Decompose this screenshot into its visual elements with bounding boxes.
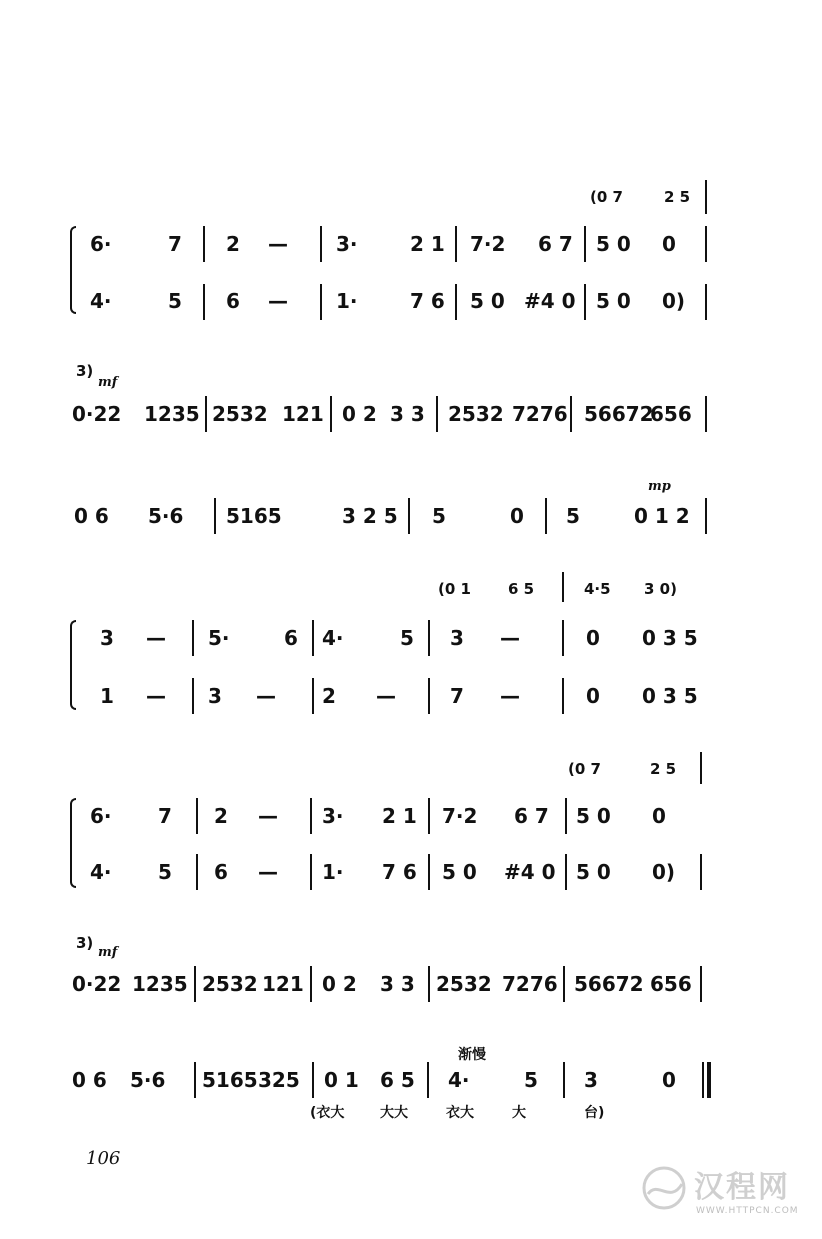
watermark-url: WWW.HTTPCN.COM	[696, 1206, 799, 1216]
note: 4·	[90, 289, 112, 313]
note: 7·2	[470, 232, 506, 256]
dynamic-mf: mf	[98, 945, 118, 960]
note: 5	[566, 504, 580, 528]
barline	[194, 966, 196, 1002]
lyric: 台)	[584, 1105, 605, 1121]
barline	[196, 798, 198, 834]
dynamic-mp: mp	[648, 479, 671, 494]
note: 2	[214, 804, 228, 828]
barline	[194, 1062, 196, 1098]
note: 0	[586, 626, 600, 650]
tuplet-mark: 3)	[76, 934, 94, 952]
barline	[563, 966, 565, 1002]
note: 2	[226, 232, 240, 256]
note: 6 7	[538, 232, 573, 256]
note: 5 0	[442, 860, 477, 884]
lyric: 大	[512, 1105, 526, 1121]
note: 4·	[322, 626, 344, 650]
barline	[320, 226, 322, 262]
note: 5	[432, 504, 446, 528]
note: 121	[282, 402, 324, 426]
barline	[427, 1062, 429, 1098]
barline	[330, 396, 332, 432]
note: 2532	[212, 402, 268, 426]
note: 0	[662, 1068, 676, 1092]
note: 3 3	[380, 972, 415, 996]
tuplet-mark: 3)	[76, 362, 94, 380]
barline	[705, 498, 707, 534]
note: 1235	[144, 402, 200, 426]
note: 3·	[336, 232, 358, 256]
note: 0 6	[74, 504, 109, 528]
note: 325	[258, 1068, 300, 1092]
lyric: 衣大	[446, 1105, 474, 1121]
lyric: (衣大	[310, 1105, 345, 1121]
barline	[584, 226, 586, 262]
note: 7	[168, 232, 182, 256]
barline	[700, 966, 702, 1002]
note: 5	[158, 860, 172, 884]
note: 0 2	[342, 402, 377, 426]
barline	[428, 620, 430, 656]
note: 1	[100, 684, 114, 708]
final-barline-thin	[702, 1062, 704, 1098]
note: 56672	[584, 402, 654, 426]
dynamic-mf: mf	[98, 375, 118, 390]
note: 2532	[448, 402, 504, 426]
barline	[203, 226, 205, 262]
note: 7276	[512, 402, 568, 426]
watermark-text: 汉程网	[694, 1170, 790, 1205]
note: 5 0	[576, 804, 611, 828]
system-brace	[70, 620, 76, 710]
barline	[192, 620, 194, 656]
note: 5	[168, 289, 182, 313]
note: —	[146, 684, 166, 708]
note: 1·	[322, 860, 344, 884]
cue-note: (0 7	[568, 760, 601, 778]
barline	[310, 854, 312, 890]
note: 0	[662, 232, 676, 256]
barline	[570, 396, 572, 432]
note: 5 0	[576, 860, 611, 884]
note: 0	[510, 504, 524, 528]
barline	[428, 854, 430, 890]
cue-note: 2 5	[650, 760, 677, 778]
note: 0 1	[324, 1068, 359, 1092]
cue-note: 2 5	[664, 188, 691, 206]
note: 4·	[448, 1068, 470, 1092]
barline	[455, 226, 457, 262]
note: 2 1	[410, 232, 445, 256]
watermark	[632, 1158, 812, 1228]
barline	[408, 498, 410, 534]
note: 2	[322, 684, 336, 708]
note: 7 6	[382, 860, 417, 884]
barline	[205, 396, 207, 432]
barline	[584, 284, 586, 320]
note: 3 3	[390, 402, 425, 426]
barline	[428, 966, 430, 1002]
barline	[562, 620, 564, 656]
note: 5165	[202, 1068, 258, 1092]
note: #4 0	[504, 860, 556, 884]
barline	[320, 284, 322, 320]
barline	[310, 966, 312, 1002]
note: 5	[400, 626, 414, 650]
note: 1·	[336, 289, 358, 313]
barline	[455, 284, 457, 320]
note: 7 6	[410, 289, 445, 313]
note: 7	[158, 804, 172, 828]
note: 7276	[502, 972, 558, 996]
note: 6·	[90, 232, 112, 256]
barline	[436, 396, 438, 432]
barline	[428, 678, 430, 714]
note: #4 0	[524, 289, 576, 313]
note: 2 1	[382, 804, 417, 828]
watermark-logo-icon	[636, 1160, 692, 1216]
note: 0 3 5	[642, 626, 698, 650]
tempo-mark: 渐慢	[458, 1047, 486, 1063]
note: —	[258, 860, 278, 884]
note: 5	[524, 1068, 538, 1092]
page-number: 106	[86, 1148, 121, 1169]
barline	[192, 678, 194, 714]
note: —	[376, 684, 396, 708]
note: 0	[652, 804, 666, 828]
note: 7·2	[442, 804, 478, 828]
note: 6	[284, 626, 298, 650]
note: 6 7	[514, 804, 549, 828]
note: —	[268, 289, 288, 313]
barline	[203, 284, 205, 320]
barline	[562, 678, 564, 714]
note: 5·6	[148, 504, 184, 528]
note: 0	[586, 684, 600, 708]
note: —	[500, 684, 520, 708]
note: 0 6	[72, 1068, 107, 1092]
barline	[705, 180, 707, 214]
note: 6	[226, 289, 240, 313]
barline	[214, 498, 216, 534]
barline	[312, 678, 314, 714]
system-brace	[70, 226, 76, 314]
note: —	[268, 232, 288, 256]
barline	[196, 854, 198, 890]
note: 7	[450, 684, 464, 708]
barline	[705, 226, 707, 262]
barline	[565, 798, 567, 834]
note: 5165	[226, 504, 282, 528]
note: 0·22	[72, 972, 122, 996]
note: 121	[262, 972, 304, 996]
note: 0 3 5	[642, 684, 698, 708]
cue-note: (0 1	[438, 580, 471, 598]
note: 0 2	[322, 972, 357, 996]
note: 4·	[90, 860, 112, 884]
barline	[545, 498, 547, 534]
barline	[562, 572, 564, 602]
note: 0)	[652, 860, 676, 884]
note: 656	[650, 402, 692, 426]
barline	[705, 284, 707, 320]
barline	[563, 1062, 565, 1098]
note: 3	[450, 626, 464, 650]
note: 5 0	[596, 289, 631, 313]
note: —	[146, 626, 166, 650]
barline	[705, 396, 707, 432]
note: 5 0	[596, 232, 631, 256]
note: 5·6	[130, 1068, 166, 1092]
barline	[310, 798, 312, 834]
note: 6 5	[380, 1068, 415, 1092]
note: 0·22	[72, 402, 122, 426]
note: 0)	[662, 289, 686, 313]
barline	[565, 854, 567, 890]
note: 1235	[132, 972, 188, 996]
note: 6	[214, 860, 228, 884]
note: —	[258, 804, 278, 828]
final-barline-thick	[707, 1062, 711, 1098]
cue-note: 4·5	[584, 580, 611, 598]
note: 0 1 2	[634, 504, 690, 528]
note: —	[500, 626, 520, 650]
barline	[700, 854, 702, 890]
note: —	[256, 684, 276, 708]
barline	[312, 620, 314, 656]
note: 5·	[208, 626, 230, 650]
system-brace	[70, 798, 76, 888]
cue-note: 3 0)	[644, 580, 677, 598]
note: 2532	[436, 972, 492, 996]
note: 5 0	[470, 289, 505, 313]
note: 3	[100, 626, 114, 650]
note: 656	[650, 972, 692, 996]
note: 3	[584, 1068, 598, 1092]
note: 56672	[574, 972, 644, 996]
note: 3 2 5	[342, 504, 398, 528]
note: 3·	[322, 804, 344, 828]
cue-note: 6 5	[508, 580, 535, 598]
note: 6·	[90, 804, 112, 828]
note: 2532	[202, 972, 258, 996]
barline	[700, 752, 702, 784]
note: 3	[208, 684, 222, 708]
lyric: 大大	[380, 1105, 408, 1121]
barline	[428, 798, 430, 834]
cue-note: (0 7	[590, 188, 623, 206]
barline	[312, 1062, 314, 1098]
